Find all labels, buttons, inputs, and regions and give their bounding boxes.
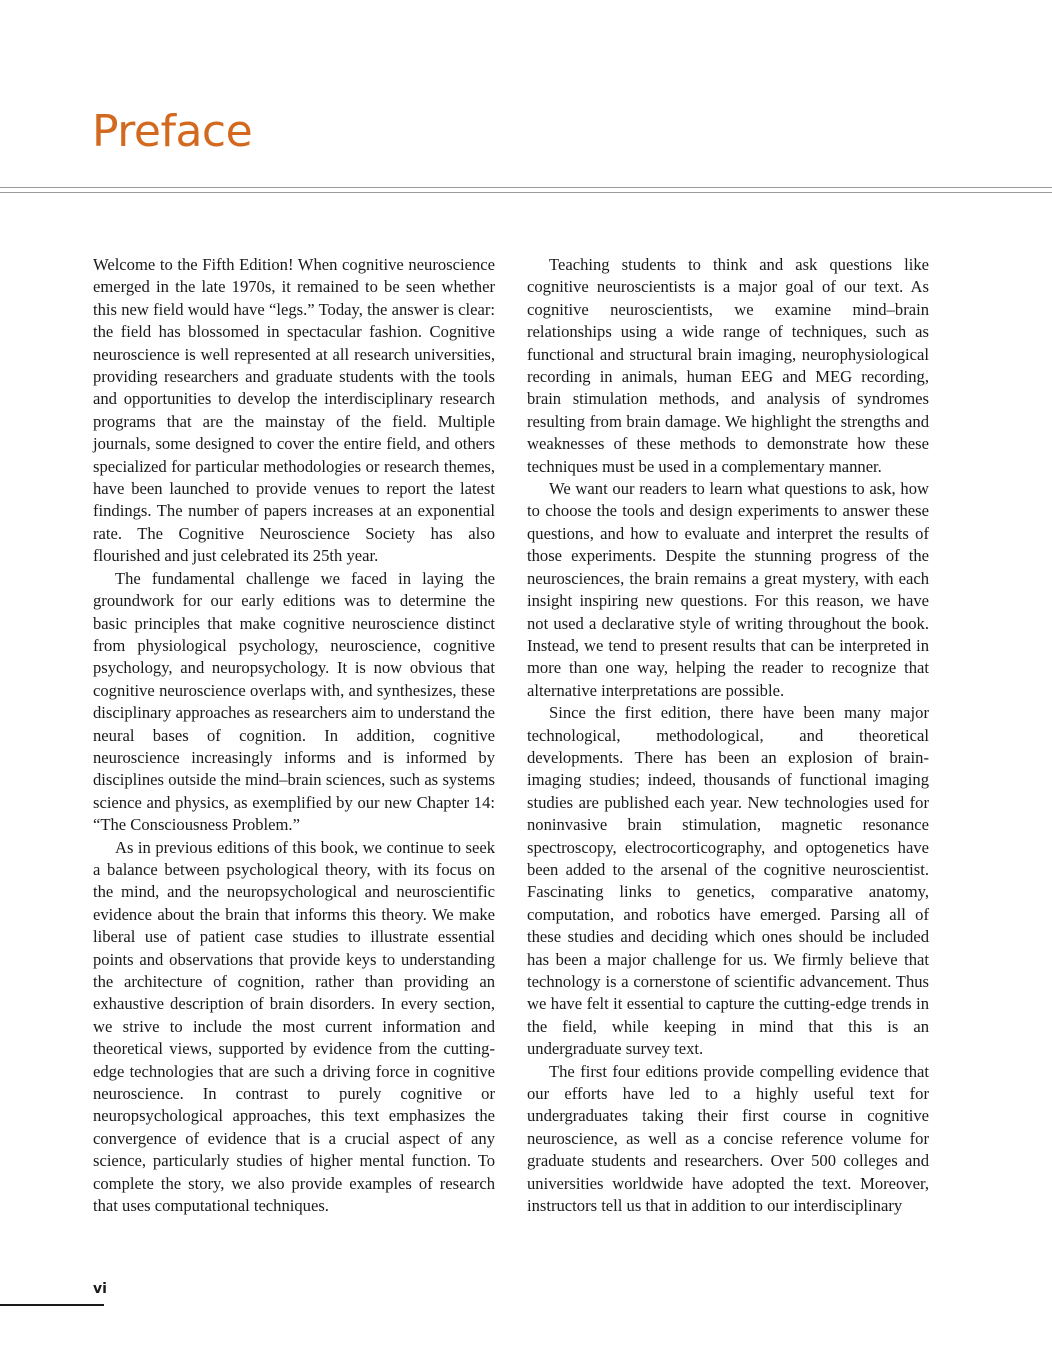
header-rule-bottom [0, 192, 1052, 193]
paragraph: We want our readers to learn what questions to ask, how to choose the tools and design experiments to answer these questions, and how to evaluate and interpret the results of those experiments. Despite the stunning progress of the neurosciences, the brain remains a great mystery, with each insight inspiring new questions. For this reason, we have not used a declarative style of writing throughout the book. Instead, we tend to present results that can be interpreted in more than one way, helping the reader to recognize that alternative interpretations are possible. [527, 479, 929, 700]
paragraph: Since the first edition, there have been many major technological, methodological, and theoretical developments. There has been an explosion of brain-imaging studies; indeed, thousands of functional imaging studies are published each year. New technologies used for noninvasive brain stimulation, magnetic resonance spectroscopy, electrocorticography, and optogenetics have been added to the arsenal of the cognitive neuroscientist. Fascinating links to genetics, comparative anatomy, computation, and robotics have emerged. Parsing all of these studies and deciding which ones should be included has been a major challenge for us. We firmly believe that technology is a cornerstone of scientific advancement. Thus we have felt it essential to capture the cutting-edge trends in the field, while keeping in mind that this is an undergraduate survey text. [527, 703, 929, 1059]
paragraph: As in previous editions of this book, we continue to seek a balance between psychological theory, with its focus on the mind, and the neuropsychological and neuroscientific evidence about the brain that informs this theory. We make liberal use of patient case studies to illustrate essential points and observations that provide keys to understanding the architecture of cognition, rather than providing an exhaustive description of brain disorders. In every section, we strive to include the most current information and theoretical views, supported by evidence from the cutting-edge technologies that are such a driving force in cognitive neuroscience. In contrast to purely cognitive or neuropsychological approaches, this text emphasizes the convergence of evidence that is a crucial aspect of any science, particularly studies of higher mental function. To complete the story, we also provide examples of research that uses computational techniques. [93, 837, 495, 1216]
paragraph: The fundamental challenge we faced in laying the groundwork for our early editions was to determine the basic principles that make cognitive neuroscience distinct from physiological psychology, neuroscience, cognitive psychology, and neuropsychology. It is now obvious that cognitive neuroscience overlaps with, and synthesizes, these disciplinary approaches as researchers aim to understand the neural bases of cognition. In addition, cognitive neuroscience increasingly informs and is informed by disciplines outside the mind–brain sciences, such as systems science and physics, as exemplified by our new Chapter 14: “The Consciousness Problem.” [93, 568, 495, 835]
page-title: Preface [92, 106, 253, 157]
page-number: vi [93, 1281, 107, 1297]
paragraph: Welcome to the Fifth Edition! When cognitive neuroscience emerged in the late 1970s, it remained to be seen whether this new field would have “legs.” Today, the answer is clear: the field has blossomed in spectacular fashion. Cognitive neuroscience is well represented at all research universities, providing researchers and graduate students with the tools and opportunities to develop the interdisciplinary research programs that are the mainstay of the field. Multiple journals, some designed to cover the entire field, and others specialized for particular methodologies or research themes, have been launched to provide venues to report the latest findings. The number of papers increases at an exponential rate. The Cognitive Neuroscience Society has also flourished and just celebrated its 25th year. [93, 255, 495, 566]
paragraph: The first four editions provide compelling evidence that our efforts have led to a highly useful text for undergraduates taking their first course in cognitive neuroscience, as well as a concise reference volume for graduate students and researchers. Over 500 colleges and universities worldwide have adopted the text. Moreover, instructors tell us that in addition to our interdisciplinary [527, 1061, 929, 1216]
left-column [93, 254, 495, 1217]
right-column [527, 254, 929, 1217]
paragraph: Teaching students to think and ask questions like cognitive neuroscientists is a major goal of our text. As cognitive neuroscientists, we examine mind–brain relationships using a wide range of techniques, such as functional and structural brain imaging, neurophysiological recording in animals, human EEG and MEG recording, brain stimulation methods, and analysis of syndromes resulting from brain damage. We highlight the strengths and weaknesses of these methods to demonstrate how these techniques must be used in a complementary manner. [527, 255, 929, 476]
header-rule-top [0, 187, 1052, 188]
footer-rule [0, 1304, 104, 1306]
